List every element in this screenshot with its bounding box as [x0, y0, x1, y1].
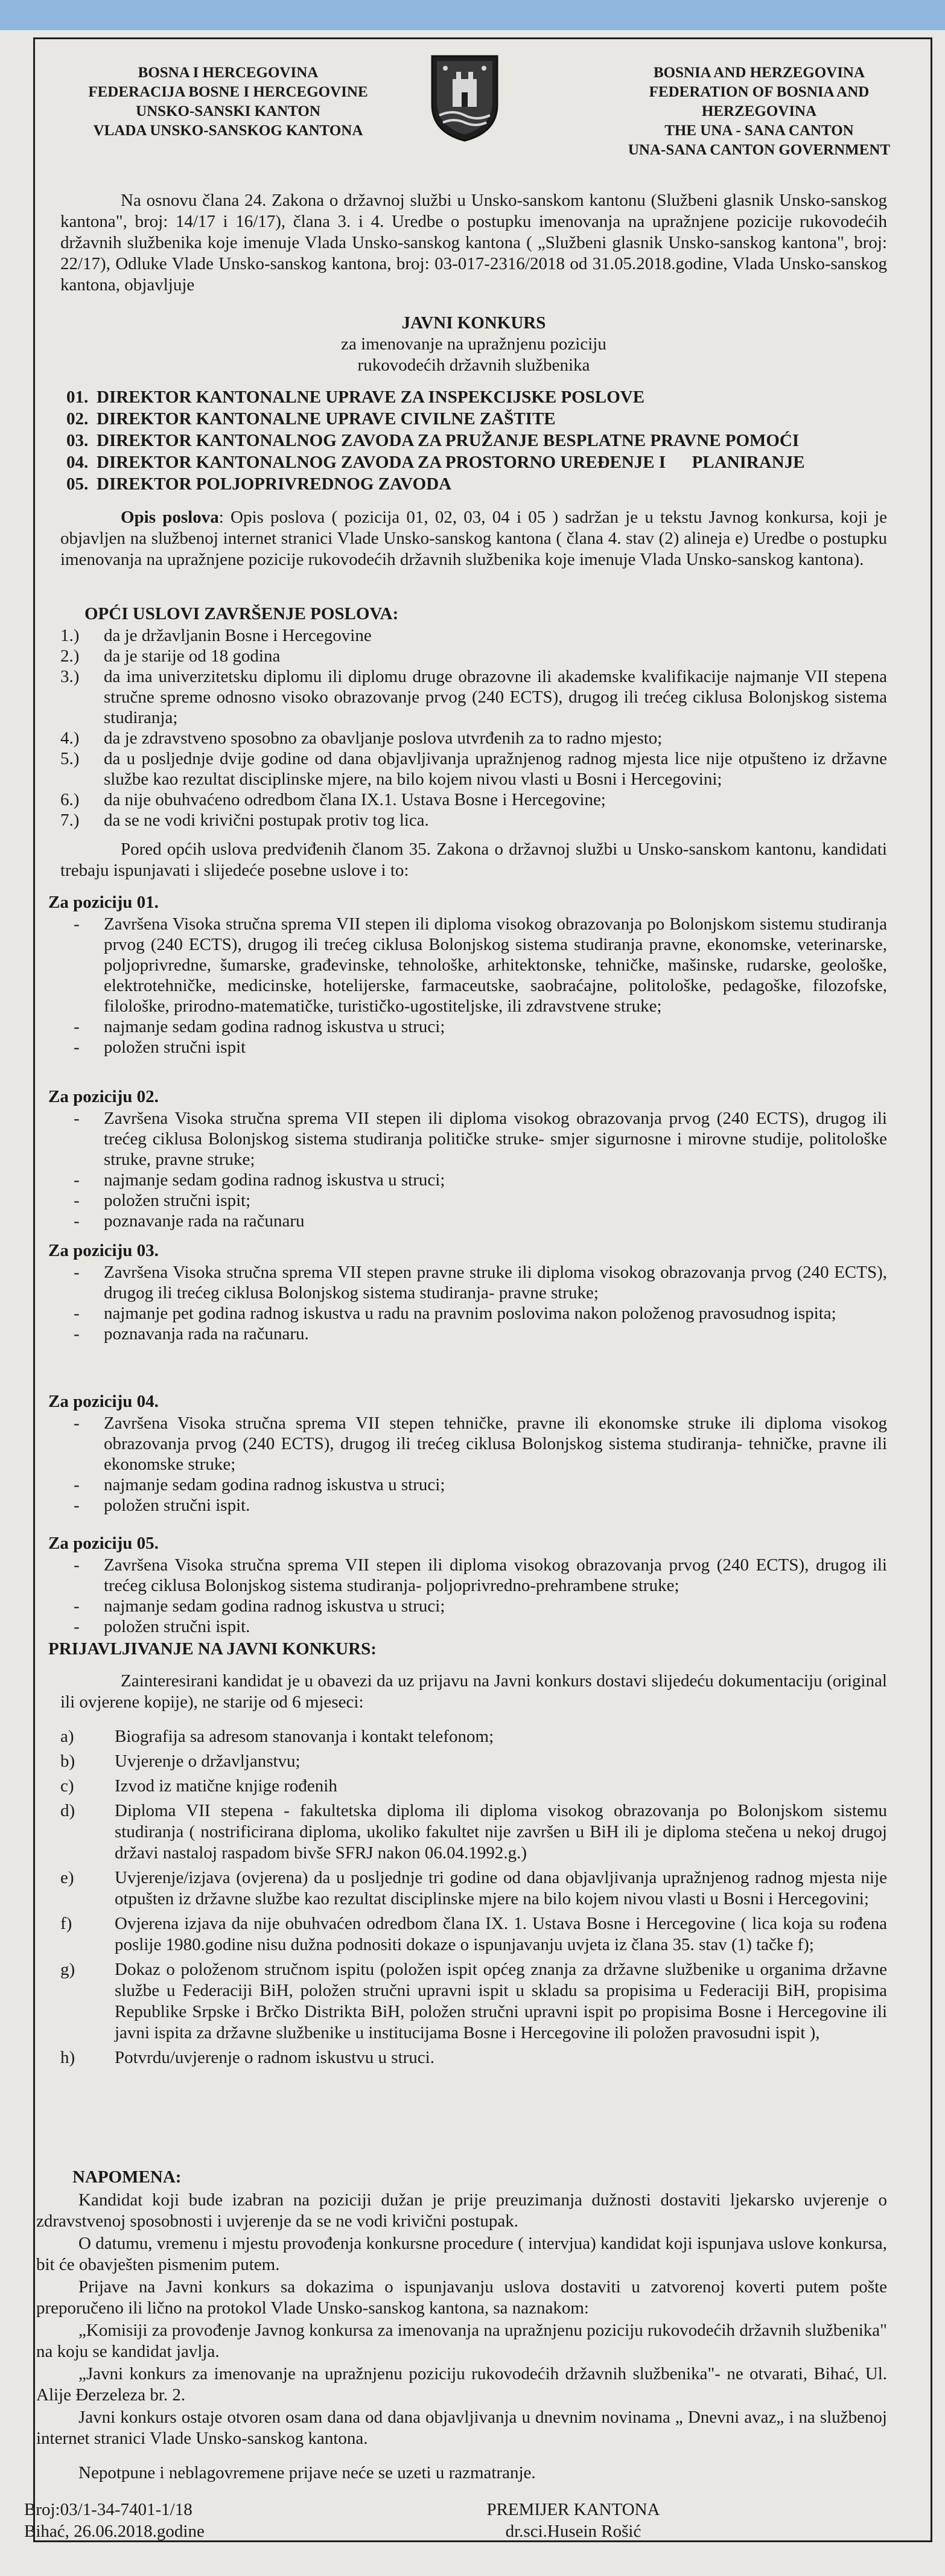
requirement-item: - najmanje sedam godina radnog iskustva u struci; — [60, 1475, 887, 1495]
position-requirements-title: Za poziciju 03. — [48, 1241, 159, 1260]
note-paragraph: Prijave na Javni konkurs sa dokazima o ispunjavanju uslova dostaviti u zatvorenoj koverti putem pošte preporučeno ili lično na protokol Vlade Unsko-sanskog kantona, sa naznakom: — [36, 2277, 887, 2318]
position-requirements-title: Za poziciju 01. — [48, 893, 159, 912]
intro-paragraph: Na osnovu člana 24. Zakona o državnoj službi u Unsko-sanskom kantonu (Službeni glasnik Unsko-sanskog kantona", broj: 14/17 i 16/17), člana 3. i 4. Uredbe o postupku imenovanja na upražnjene pozicije rukovodećih državnih službenika koje imenuje Vlada Unsko-sanskog kantona ( „Službeni glasnik Unsko-sanskog kantona", broj: 22/17), Odluke Vlade Unsko-sanskog kantona, broj: 03-017-2316/2018 od 31.05.2018.godine, Vlada Unsko-sanskog kantona, objavljuje — [60, 191, 887, 295]
requirement-item: - najmanje sedam godina radnog iskustva u struci; — [60, 1170, 887, 1190]
position-requirements-list — [60, 1108, 887, 1231]
requirement-item: - Završena Visoka stručna sprema VII stepen pravne struke ili diploma visokog obrazovanja prvog (240 ECTS), drugog ili trećeg ciklusa Bolonjskog sistema studiranja- pravne struke; — [60, 1262, 887, 1303]
note-paragraph: „Javni konkurs za imenovanje na upražnjenu poziciju rukovodećih državnih službenika"- ne otvarati, Bihać, Ul. Alije Đerzeleza br. 2. — [36, 2364, 887, 2405]
position-requirements-title: Za poziciju 04. — [48, 1392, 159, 1411]
position-requirements-list — [60, 1413, 887, 1516]
note-paragraph: „Komisiji za provođenje Javnog konkursa za imenovanja na upražnjenu poziciju rukovodećih državnih službenika" na koju se kandidat javlja. — [36, 2321, 887, 2361]
header-left-line: BOSNA I HERCEGOVINA — [138, 65, 319, 81]
document-item: e) Uvjerenje/izjava (ovjerena) da u posljednje tri godine od dana objavljivanja upražnjenog radnog mjesta nije otpušten iz državne službe kao rezultat disciplinske mjere na bilo kojem nivou vlasti u Bosni i Hercegovini; — [60, 1868, 887, 1908]
general-condition: 3.) da ima univerzitetsku diplomu ili diplomu druge obrazovne ili akademske kvalifikacije najmanje VII stepena stručne spreme odnosno visoko obrazovanje prvog (240 ECTS), drugog ili trećeg ciklusa Bolonjskog sistema studiranja; — [60, 667, 887, 727]
required-documents-list — [60, 1726, 887, 2072]
document-item: b) Uvjerenje o državljanstvu; — [60, 1752, 301, 1771]
requirement-item: - položen stručni ispit. — [60, 1616, 887, 1637]
document-item: c) Izvod iz matične knjige rođenih — [60, 1776, 337, 1796]
requirement-item: - najmanje pet godina radnog iskustva u radu na pravnim poslovima nakon položenog pravosudnog ispita; — [60, 1303, 887, 1324]
header-right-line: FEDERATION OF BOSNIA AND HERZEGOVINA — [649, 84, 870, 120]
header-left-line: FEDERACIJA BOSNE I HERCEGOVINE — [88, 84, 368, 100]
requirement-item: - najmanje sedam godina radnog iskustva u struci; — [60, 1596, 887, 1616]
general-conditions-title: OPĆI USLOVI ZAVRŠENJE POSLOVA: — [84, 604, 399, 623]
position-requirements-title: Za poziciju 05. — [48, 1534, 159, 1553]
header-right-line: THE UNA - SANA CANTON — [664, 123, 854, 139]
issue-date: Bihać, 26.06.2018.godine — [24, 2522, 205, 2541]
requirement-item: - položen stručni ispit. — [60, 1495, 887, 1516]
document-item: g) Dokaz o položenom stručnom ispitu (položen ispit općeg znanja za državne službenike u organima državne službe u Federaciji BiH, položen stručni upravni ispit u skladu sa propisima u Federaciji BiH, propisima Republike Srpske i Brčko Distrikta BiH, položen stručni upravni ispit po propisima Bosne i Hercegovine ili javni ispita za državne službenike u institucijama Bosne i Hercegovine ili položen pravosudni ispit ), — [60, 1960, 887, 2042]
requirement-item: - položen stručni ispit; — [60, 1190, 887, 1211]
header-left-line: VLADA UNSKO-SANSKOG KANTONA — [93, 123, 363, 139]
position-requirements-title: Za poziciju 02. — [48, 1087, 159, 1106]
requirement-item: - Završena Visoka stručna sprema VII stepen ili diploma visokog obrazovanja po Bolonjskom sistemu studiranja prvog (240 ECTS), drugog ili trećeg ciklusa Bolonjskog sistema studiranja pravne, ekonomske, veterinarske, poljoprivredne, šumarske, građevinske, tehnološke, arhitektonske, tehničke, mašinske, rudarske, geološke, elektrotehničke, medicinske, hotelijerske, farmaceutske, saobraćajne, politološke, pedagoške, filozofske, filološke, prirodno-matematičke, turističko-ugostiteljske, ili zdravstvene struke; — [60, 914, 887, 1016]
positions-list — [66, 386, 805, 495]
notes-title: NAPOMENA: — [72, 2167, 182, 2187]
announcement-subtitle: za imenovanje na upražnjenu poziciju — [341, 334, 606, 354]
general-condition: 5.) da u posljednje dvije godine od dana objavljivanja upražnjenog radnog mjesta lice nije otpušteno iz državne službe kao rezultat disciplinske mjere, na bilo kojem nivou vlasti u Bosni i Hercegovini; — [60, 749, 887, 789]
position-item: 01. DIREKTOR KANTONALNE UPRAVE ZA INSPEKCIJSKE POSLOVE — [66, 387, 645, 407]
signature-block — [422, 2499, 724, 2542]
application-intro: Zainteresirani kandidat je u obavezi da uz prijavu na Javni konkurs dostavi slijedeću dokumentaciju (original ili ovjerene kopije), ne starije od 6 mjeseci: — [60, 1671, 887, 1712]
announcement-subtitle: rukovodećih državnih službenika — [357, 355, 590, 375]
reference-block — [24, 2499, 205, 2542]
requirement-item: - Završena Visoka stručna sprema VII stepen ili diploma visokog obrazovanja prvog (240 ECTS), drugog ili trećeg ciklusa Bolonjskog sistema studiranja- poljoprivredno-prehrambene struke; — [60, 1555, 887, 1596]
position-item: 02. DIREKTOR KANTONALNE UPRAVE CIVILNE ZAŠTITE — [66, 409, 556, 429]
position-requirements-list — [60, 1555, 887, 1637]
document-item: a) Biografija sa adresom stanovanja i kontakt telefonom; — [60, 1727, 494, 1746]
header-right-line: UNA-SANA CANTON GOVERNMENT — [628, 142, 891, 158]
general-condition: 2.) da je starije od 18 godina — [60, 646, 281, 666]
document-item: d) Diploma VII stepena - fakultetska diploma ili diploma visokog obrazovanja po Bolonjskom sistemu studiranja ( nostrificirana diploma, ukoliko fakultet nije završen u BiH ili je diploma stečena u nekoj drugoj državi nastaloj raspadom bivše SFRJ nakon 06.04.1992.g.) — [60, 1801, 887, 1863]
general-condition: 6.) da nije obuhvaćeno odredbom člana IX.1. Ustava Bosne i Hercegovine; — [60, 790, 606, 809]
position-requirements-list — [60, 1262, 887, 1344]
closing-statement: Nepotpune i neblagovremene prijave neće se uzeti u razmatranje. — [78, 2463, 536, 2482]
header-left-line: UNSKO-SANSKI KANTON — [136, 103, 320, 120]
special-conditions-intro: Pored općih uslova predviđenih članom 35. Zakona o državnoj službi u Unsko-sanskom kantonu, kandidati trebaju ispunjavati i slijedeće posebne uslove i to: — [60, 840, 887, 880]
requirement-item: - poznavanje rada na računaru — [60, 1211, 887, 1231]
signatory-name: dr.sci.Husein Rošić — [505, 2522, 641, 2541]
position-requirements-list — [60, 914, 887, 1057]
position-item: 04. DIREKTOR KANTONALNOG ZAVODA ZA PROSTORNO UREĐENJE I PLANIRANJE — [66, 453, 805, 472]
requirement-item: - položen stručni ispit — [60, 1037, 887, 1057]
application-title: PRIJAVLJIVANJE NA JAVNI KONKURS: — [48, 1639, 377, 1659]
document-item: h) Potvrdu/uvjerenje o radnom iskustvu u struci. — [60, 2048, 434, 2067]
job-description-paragraph: Opis poslova: Opis poslova ( pozicija 01, 02, 03, 04 i 05 ) sadržan je u tekstu Javnog konkursa, koji je objavljen na službenoj internet stranici Vlade Unsko-sanskog kantona ( člana 4. stav (2) alineja e) Uredbe o postupku imenovanja na upražnjene pozicije rukovodećih državnih službenika koje imenuje Vlada Unsko-sanskog kantona). — [60, 508, 887, 569]
position-item: 05. DIREKTOR POLJOPRIVREDNOG ZAVODA — [66, 474, 452, 494]
requirement-item: - Završena Visoka stručna sprema VII stepen ili diploma visokog obrazovanja prvog (240 ECTS), drugog ili trećeg ciklusa Bolonjskog sistema studiranja političke struke- smjer sigurnosne i mirovne studije, politološke struke, pravne struke; — [60, 1108, 887, 1170]
requirement-item: - Završena Visoka stručna sprema VII stepen tehničke, pravne ili ekonomske struke ili diploma visokog obrazovanja prvog (240 ECTS), drugog ili trećeg ciklusa Bolonjskog sistema studiranja- tehničke, pravne ili ekonomske struke; — [60, 1413, 887, 1475]
document-item: f) Ovjerena izjava da nije obuhvaćen odredbom člana IX. 1. Ustava Bosne i Hercegovine ( lica koja su rođena poslije 1980.godine nisu dužna podnositi dokaze o ispunjavanju uvjeta iz člana 35. stav (1) tačke f); — [60, 1914, 887, 1954]
position-item: 03. DIREKTOR KANTONALNOG ZAVODA ZA PRUŽANJE BESPLATNE PRAVNE POMOĆI — [66, 431, 800, 450]
signatory-role: PREMIJER KANTONA — [486, 2500, 660, 2519]
announcement-title: JAVNI KONKURS — [401, 313, 546, 333]
note-paragraph: Javni konkurs ostaje otvoren osam dana od dana objavljivanja u dnevnim novinama „ Dnevni avaz„ i na službenoj internet stranici Vlade Unsko-sanskog kantona. — [36, 2408, 887, 2448]
requirement-item: - najmanje sedam godina radnog iskustva u struci; — [60, 1016, 887, 1037]
note-paragraph: Kandidat koji bude izabran na poziciji dužan je prije preuzimanja dužnosti dostaviti ljekarsko uvjerenje o zdravstvenoj sposobnosti i uvjerenje da se ne vodi krivični postupak. — [36, 2190, 887, 2231]
general-condition: 1.) da je državljanin Bosne i Hercegovine — [60, 626, 372, 645]
reference-number: Broj:03/1-34-7401-1/18 — [24, 2500, 192, 2519]
general-condition: 7.) da se ne vodi krivični postupak protiv tog lica. — [60, 811, 429, 830]
general-condition: 4.) da je zdravstveno sposobno za obavljanje poslova utvrđenih za to radno mjesto; — [60, 728, 663, 748]
general-conditions-list — [60, 625, 887, 831]
header-right-line: BOSNIA AND HERZEGOVINA — [653, 65, 865, 81]
requirement-item: - poznavanja rada na računaru. — [60, 1324, 887, 1344]
note-paragraph: O datumu, vremenu i mjestu provođenja konkursne procedure ( intervjua) kandidat koji ispunjava uslove konkursa, bit će obavješten pismenim putem. — [36, 2234, 887, 2274]
